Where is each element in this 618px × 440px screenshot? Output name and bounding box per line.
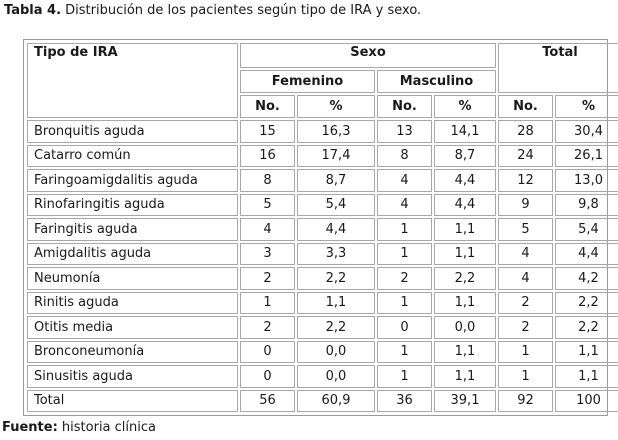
header-fem-pct: % <box>297 95 375 118</box>
data-table <box>25 41 618 414</box>
value-cell: 16,3 <box>297 120 375 143</box>
value-cell: 4 <box>240 218 295 241</box>
value-cell: 92 <box>498 390 553 413</box>
value-cell: 9,8 <box>555 194 618 217</box>
value-cell: 0,0 <box>297 365 375 388</box>
value-cell: 1,1 <box>434 341 496 364</box>
header-masc-pct: % <box>434 95 496 118</box>
value-cell: 2 <box>498 292 553 315</box>
value-cell: 30,4 <box>555 120 618 143</box>
row-label-cell: Total <box>27 390 238 413</box>
caption-text: Distribución de los pacientes según tipo de IRA y sexo. <box>61 3 422 18</box>
row-label-cell: Bronconeumonía <box>27 341 238 364</box>
table-row <box>27 169 618 192</box>
value-cell: 8 <box>377 145 432 168</box>
value-cell: 1,1 <box>434 292 496 315</box>
header-masculino: Masculino <box>377 70 496 93</box>
row-label-cell: Rinitis aguda <box>27 292 238 315</box>
value-cell: 9 <box>498 194 553 217</box>
value-cell: 5 <box>240 194 295 217</box>
value-cell: 1,1 <box>434 365 496 388</box>
table-row <box>27 365 618 388</box>
header-tipo: Tipo de IRA <box>27 43 238 118</box>
table-footer <box>2 420 156 435</box>
value-cell: 0 <box>377 316 432 339</box>
value-cell: 28 <box>498 120 553 143</box>
header-masc-no: No. <box>377 95 432 118</box>
value-cell: 1,1 <box>434 243 496 266</box>
value-cell: 2 <box>377 267 432 290</box>
value-cell: 1,1 <box>297 292 375 315</box>
value-cell: 8,7 <box>434 145 496 168</box>
value-cell: 1 <box>377 243 432 266</box>
row-label-cell: Neumonía <box>27 267 238 290</box>
value-cell: 8,7 <box>297 169 375 192</box>
header-total-no: No. <box>498 95 553 118</box>
value-cell: 4 <box>498 267 553 290</box>
value-cell: 2,2 <box>555 316 618 339</box>
table-body <box>27 120 618 412</box>
value-cell: 24 <box>498 145 553 168</box>
value-cell: 0 <box>240 341 295 364</box>
value-cell: 36 <box>377 390 432 413</box>
table-row <box>27 218 618 241</box>
row-label-cell: Otitis media <box>27 316 238 339</box>
value-cell: 0,0 <box>434 316 496 339</box>
row-label-cell: Rinofaringitis aguda <box>27 194 238 217</box>
value-cell: 12 <box>498 169 553 192</box>
value-cell: 26,1 <box>555 145 618 168</box>
value-cell: 1 <box>498 365 553 388</box>
value-cell: 14,1 <box>434 120 496 143</box>
value-cell: 1 <box>377 292 432 315</box>
value-cell: 1 <box>377 218 432 241</box>
value-cell: 1 <box>377 341 432 364</box>
table-row <box>27 145 618 168</box>
header-fem-no: No. <box>240 95 295 118</box>
table-row <box>27 243 618 266</box>
value-cell: 0 <box>240 365 295 388</box>
header-total-pct: % <box>555 95 618 118</box>
value-cell: 4,4 <box>555 243 618 266</box>
row-label-cell: Bronquitis aguda <box>27 120 238 143</box>
row-label-cell: Faringoamigdalitis aguda <box>27 169 238 192</box>
footer-text: historia clínica <box>57 420 156 435</box>
value-cell: 4,4 <box>434 169 496 192</box>
header-sexo: Sexo <box>240 43 496 68</box>
value-cell: 4 <box>377 169 432 192</box>
value-cell: 5,4 <box>297 194 375 217</box>
table-row <box>27 341 618 364</box>
value-cell: 56 <box>240 390 295 413</box>
value-cell: 16 <box>240 145 295 168</box>
footer-label: Fuente: <box>2 420 58 435</box>
value-cell: 2 <box>498 316 553 339</box>
value-cell: 2 <box>240 267 295 290</box>
table-row <box>27 292 618 315</box>
value-cell: 13 <box>377 120 432 143</box>
data-table-frame <box>23 39 608 416</box>
value-cell: 2,2 <box>555 292 618 315</box>
value-cell: 1,1 <box>555 365 618 388</box>
value-cell: 1 <box>498 341 553 364</box>
value-cell: 5,4 <box>555 218 618 241</box>
table-caption <box>4 3 421 18</box>
value-cell: 2,2 <box>434 267 496 290</box>
value-cell: 39,1 <box>434 390 496 413</box>
value-cell: 13,0 <box>555 169 618 192</box>
value-cell: 15 <box>240 120 295 143</box>
value-cell: 4,2 <box>555 267 618 290</box>
value-cell: 2,2 <box>297 316 375 339</box>
value-cell: 5 <box>498 218 553 241</box>
value-cell: 0,0 <box>297 341 375 364</box>
row-label-cell: Faringitis aguda <box>27 218 238 241</box>
table-row <box>27 316 618 339</box>
row-label-cell: Sinusitis aguda <box>27 365 238 388</box>
table-row <box>27 194 618 217</box>
table-row <box>27 120 618 143</box>
header-femenino: Femenino <box>240 70 375 93</box>
caption-label: Tabla 4. <box>4 3 62 18</box>
header-total: Total <box>498 43 618 93</box>
table-row <box>27 390 618 413</box>
value-cell: 3,3 <box>297 243 375 266</box>
value-cell: 3 <box>240 243 295 266</box>
value-cell: 4,4 <box>297 218 375 241</box>
value-cell: 100 <box>555 390 618 413</box>
row-label-cell: Amigdalitis aguda <box>27 243 238 266</box>
value-cell: 8 <box>240 169 295 192</box>
value-cell: 1,1 <box>434 218 496 241</box>
value-cell: 4,4 <box>434 194 496 217</box>
value-cell: 17,4 <box>297 145 375 168</box>
value-cell: 2 <box>240 316 295 339</box>
row-label-cell: Catarro común <box>27 145 238 168</box>
value-cell: 60,9 <box>297 390 375 413</box>
value-cell: 2,2 <box>297 267 375 290</box>
value-cell: 1 <box>240 292 295 315</box>
value-cell: 1,1 <box>555 341 618 364</box>
value-cell: 4 <box>498 243 553 266</box>
value-cell: 4 <box>377 194 432 217</box>
table-row <box>27 267 618 290</box>
value-cell: 1 <box>377 365 432 388</box>
